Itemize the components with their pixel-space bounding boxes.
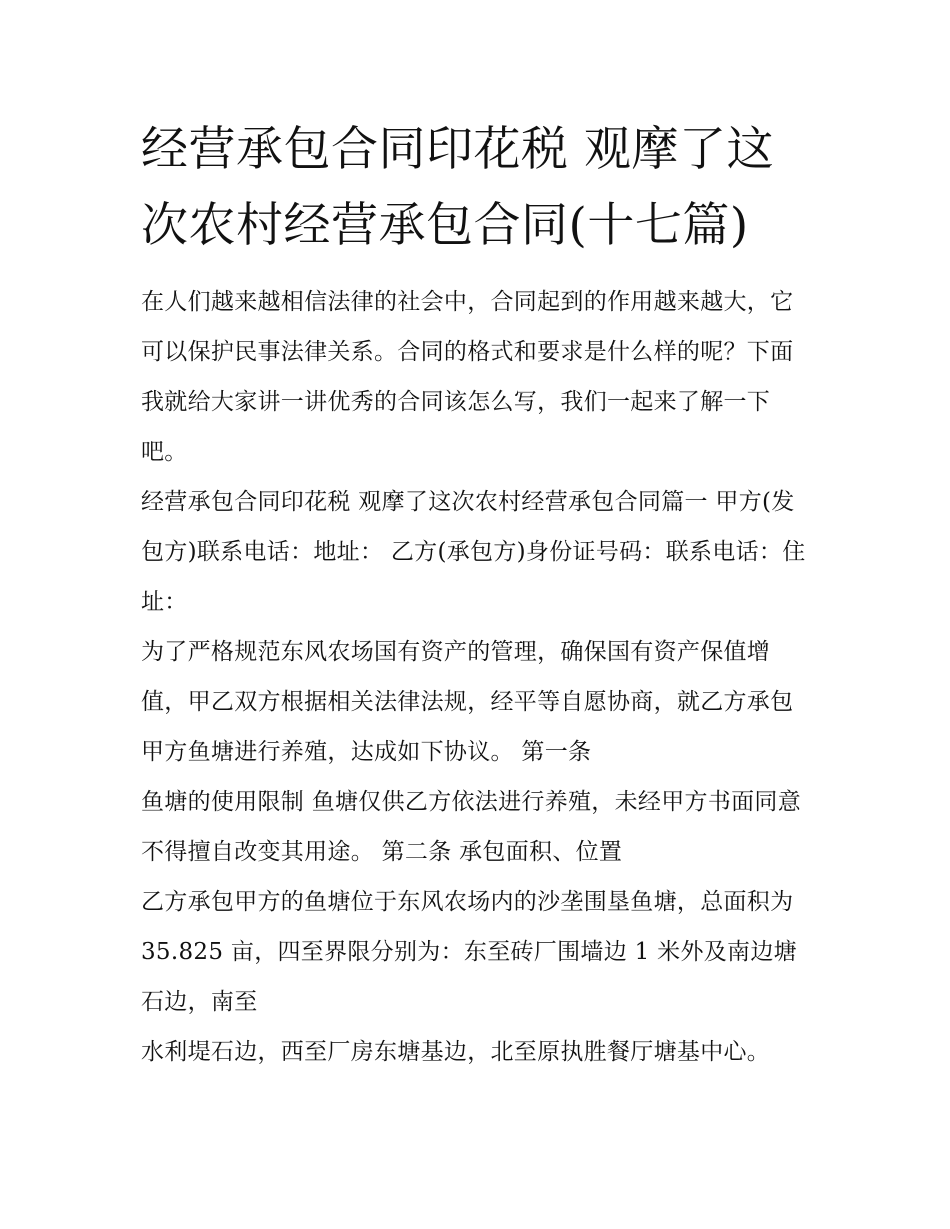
paragraph-boundaries: 水利堤石边，西至厂房东塘基边，北至原执胜餐厅塘基中心。 [141, 1039, 771, 1065]
paragraph-purpose: 为了严格规范东风农场国有资产的管理，确保国有资产保值增值，甲乙双方根据相关法律法规，经平等自愿协商，就乙方承包甲方鱼塘进行养殖，达成如下协议。 第一条 [141, 639, 794, 765]
paragraph-intro: 在人们越来越相信法律的社会中，合同起到的作用越来越大，它可以保护民事法律关系。合同的格式和要求是什么样的呢？下面我就给大家讲一讲优秀的合同该怎么写，我们一起来了解一下吧。 [141, 289, 794, 465]
paragraph-area-location: 乙方承包甲方的鱼塘位于东风农场内的沙垄围垦鱼塘，总面积为 35.825 亩，四至界限分别为：东至砖厂围墙边 1 米外及南边塘石边，南至 [141, 889, 797, 1015]
document-body [141, 277, 813, 1077]
paragraph-parties: 经营承包合同印花税 观摩了这次农村经营承包合同篇一 甲方(发包方)联系电话：地址： 乙方(承包方)身份证号码：联系电话：住址： [141, 489, 806, 615]
document-page [141, 112, 813, 1077]
paragraph-usage-limit: 鱼塘的使用限制 鱼塘仅供乙方依法进行养殖，未经甲方书面同意不得擅自改变其用途。 第二条 承包面积、位置 [141, 789, 802, 865]
document-title: 经营承包合同印花税 观摩了这次农村经营承包合同(十七篇) [141, 122, 774, 253]
